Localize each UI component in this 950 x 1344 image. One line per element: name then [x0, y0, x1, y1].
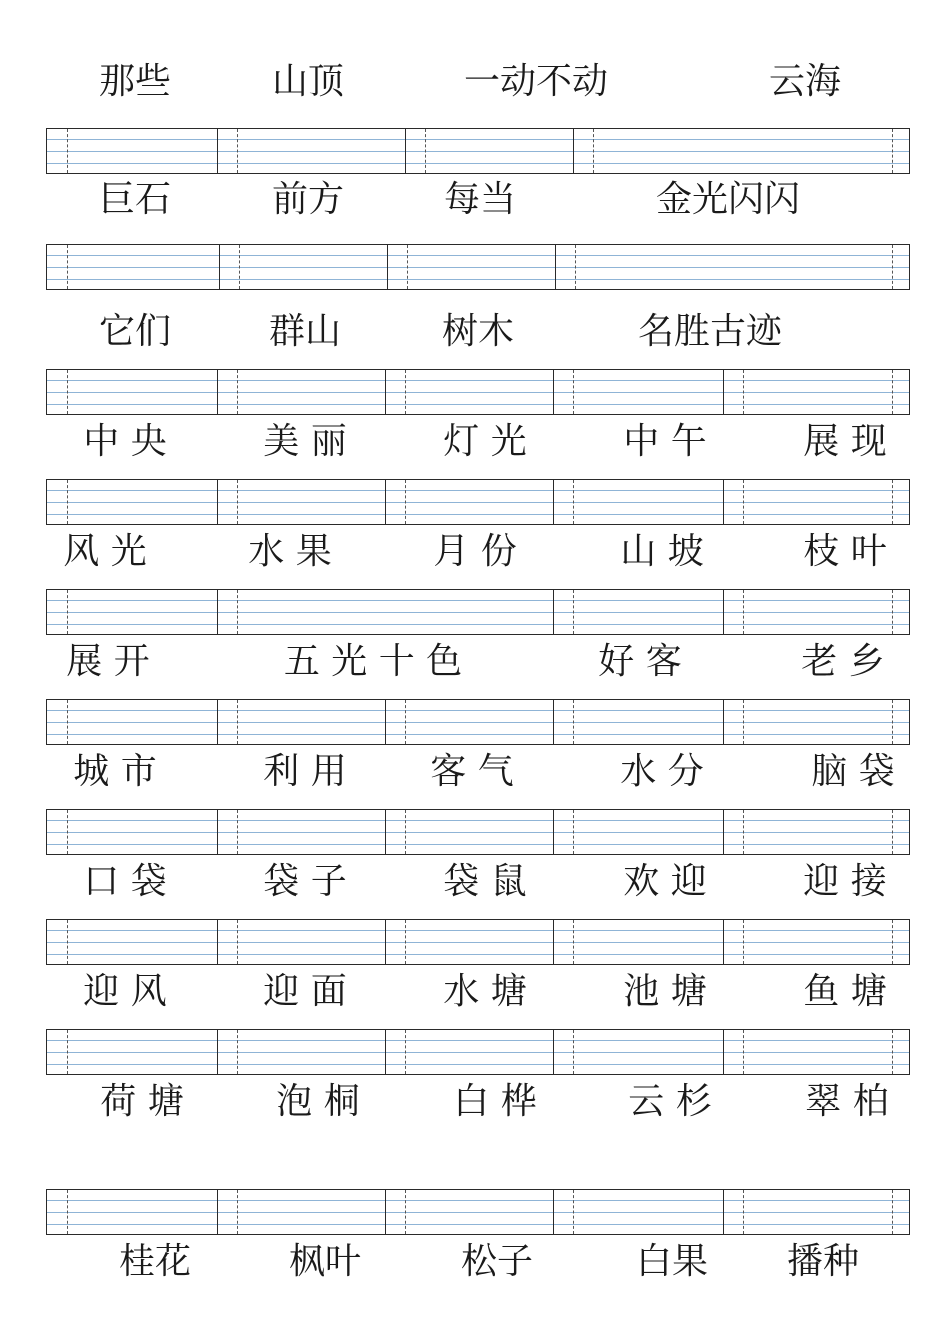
- cell-divider-dashed: [573, 480, 574, 524]
- guide-line: [47, 392, 909, 393]
- cell-divider-dashed: [743, 1190, 744, 1234]
- guide-line: [47, 942, 909, 943]
- cell-divider-dashed: [67, 700, 68, 744]
- cell-divider-dashed: [67, 810, 68, 854]
- vocab-word: 云 杉: [628, 1081, 712, 1122]
- guide-line: [47, 1064, 909, 1065]
- guide-line: [47, 820, 909, 821]
- guide-line: [47, 832, 909, 833]
- writing-grid-row[interactable]: [46, 1189, 910, 1235]
- cell-divider: [553, 920, 554, 964]
- cell-divider: [553, 370, 554, 414]
- guide-line: [47, 267, 909, 268]
- cell-divider-dashed: [405, 700, 406, 744]
- cell-divider: [385, 700, 386, 744]
- cell-divider-dashed: [573, 1030, 574, 1074]
- guide-line: [47, 255, 909, 256]
- writing-grid-row[interactable]: [46, 1029, 910, 1075]
- vocab-word: 老 乡: [801, 641, 885, 682]
- vocab-word: 池 塘: [623, 971, 707, 1012]
- cell-divider-dashed: [425, 129, 426, 173]
- vocab-word: 云海: [768, 61, 842, 102]
- cell-divider: [553, 1030, 554, 1074]
- guide-line: [47, 151, 909, 152]
- cell-divider-dashed: [237, 1030, 238, 1074]
- vocab-word: 荷 塘: [100, 1081, 184, 1122]
- cell-divider-dashed: [237, 700, 238, 744]
- cell-divider-dashed: [67, 920, 68, 964]
- vocab-word: 山顶: [271, 61, 345, 102]
- vocab-word: 鱼 塘: [803, 971, 887, 1012]
- cell-divider-dashed: [892, 590, 893, 634]
- cell-divider-dashed: [405, 370, 406, 414]
- vocab-word: 欢 迎: [623, 861, 707, 902]
- cell-divider-dashed: [573, 700, 574, 744]
- vocab-word: 袋 子: [263, 861, 347, 902]
- cell-divider-dashed: [743, 810, 744, 854]
- vocab-word: 展 现: [803, 421, 887, 462]
- vocab-word: 口 袋: [83, 861, 167, 902]
- vocab-word: 一动不动: [463, 61, 609, 102]
- cell-divider-dashed: [573, 810, 574, 854]
- cell-divider: [553, 590, 554, 634]
- vocab-word: 群山: [268, 311, 342, 352]
- cell-divider-dashed: [237, 480, 238, 524]
- guide-line: [47, 490, 909, 491]
- vocab-word: 白果: [635, 1241, 709, 1282]
- vocab-word: 迎 接: [803, 861, 887, 902]
- cell-divider-dashed: [593, 129, 594, 173]
- cell-divider-dashed: [743, 480, 744, 524]
- guide-line: [47, 600, 909, 601]
- cell-divider-dashed: [892, 1190, 893, 1234]
- cell-divider-dashed: [743, 920, 744, 964]
- cell-divider: [723, 480, 724, 524]
- vocab-word: 巨石: [98, 179, 172, 220]
- cell-divider-dashed: [405, 480, 406, 524]
- cell-divider-dashed: [892, 920, 893, 964]
- cell-divider-dashed: [573, 370, 574, 414]
- cell-divider: [217, 1190, 218, 1234]
- guide-line: [47, 279, 909, 280]
- vocab-word: 迎 面: [263, 971, 347, 1012]
- vocab-word: 灯 光: [443, 421, 527, 462]
- vocab-word: 桂花: [118, 1241, 192, 1282]
- vocab-word: 山 坡: [620, 531, 704, 572]
- cell-divider: [217, 480, 218, 524]
- cell-divider: [217, 920, 218, 964]
- cell-divider: [217, 1030, 218, 1074]
- cell-divider: [553, 810, 554, 854]
- cell-divider-dashed: [405, 1030, 406, 1074]
- cell-divider: [219, 245, 220, 289]
- guide-line: [47, 514, 909, 515]
- cell-divider: [555, 245, 556, 289]
- writing-grid-row[interactable]: [46, 128, 910, 174]
- cell-divider: [723, 1030, 724, 1074]
- cell-divider-dashed: [239, 245, 240, 289]
- vocab-word: 水 塘: [443, 971, 527, 1012]
- writing-grid-row[interactable]: [46, 919, 910, 965]
- cell-divider-dashed: [407, 245, 408, 289]
- guide-line: [47, 380, 909, 381]
- guide-line: [47, 612, 909, 613]
- vocab-word: 展 开: [66, 641, 150, 682]
- guide-line: [47, 1052, 909, 1053]
- cell-divider: [385, 480, 386, 524]
- vocab-word: 五 光 十 色: [283, 641, 463, 682]
- cell-divider-dashed: [743, 590, 744, 634]
- guide-line: [47, 163, 909, 164]
- vocab-word: 树木: [441, 311, 515, 352]
- vocab-word: 前方: [271, 179, 345, 220]
- cell-divider-dashed: [892, 245, 893, 289]
- guide-line: [47, 930, 909, 931]
- cell-divider: [723, 370, 724, 414]
- cell-divider-dashed: [67, 1030, 68, 1074]
- cell-divider-dashed: [237, 370, 238, 414]
- cell-divider: [217, 700, 218, 744]
- vocab-word: 那些: [98, 61, 172, 102]
- cell-divider: [385, 810, 386, 854]
- cell-divider-dashed: [892, 480, 893, 524]
- cell-divider-dashed: [67, 480, 68, 524]
- cell-divider: [723, 590, 724, 634]
- vocab-word: 城 市: [73, 751, 157, 792]
- cell-divider: [385, 370, 386, 414]
- cell-divider-dashed: [67, 590, 68, 634]
- cell-divider-dashed: [892, 129, 893, 173]
- cell-divider: [553, 700, 554, 744]
- cell-divider-dashed: [573, 920, 574, 964]
- vocab-word: 枫叶: [288, 1241, 362, 1282]
- cell-divider: [387, 245, 388, 289]
- guide-line: [47, 624, 909, 625]
- vocab-word: 客 气: [430, 751, 514, 792]
- cell-divider: [385, 920, 386, 964]
- guide-line: [47, 502, 909, 503]
- cell-divider: [217, 590, 218, 634]
- vocab-word: 水 分: [620, 751, 704, 792]
- vocab-word: 枝 叶: [803, 531, 887, 572]
- cell-divider-dashed: [573, 1190, 574, 1234]
- cell-divider: [723, 920, 724, 964]
- cell-divider: [573, 129, 574, 173]
- vocab-word: 名胜古迹: [637, 311, 783, 352]
- cell-divider-dashed: [743, 370, 744, 414]
- guide-line: [47, 404, 909, 405]
- cell-divider: [385, 1190, 386, 1234]
- vocab-word: 白 桦: [453, 1081, 537, 1122]
- guide-line: [47, 139, 909, 140]
- cell-divider-dashed: [892, 700, 893, 744]
- cell-divider-dashed: [892, 1030, 893, 1074]
- cell-divider-dashed: [237, 129, 238, 173]
- vocab-word: 袋 鼠: [443, 861, 527, 902]
- writing-grid-row[interactable]: [46, 699, 910, 745]
- vocab-word: 金光闪闪: [655, 179, 801, 220]
- guide-line: [47, 1212, 909, 1213]
- guide-line: [47, 1040, 909, 1041]
- cell-divider-dashed: [405, 920, 406, 964]
- cell-divider: [385, 1030, 386, 1074]
- cell-divider: [723, 700, 724, 744]
- cell-divider-dashed: [237, 590, 238, 634]
- vocab-word: 松子: [460, 1241, 534, 1282]
- cell-divider-dashed: [743, 1030, 744, 1074]
- guide-line: [47, 1224, 909, 1225]
- cell-divider-dashed: [573, 590, 574, 634]
- guide-line: [47, 1200, 909, 1201]
- cell-divider-dashed: [892, 370, 893, 414]
- vocab-word: 它们: [98, 311, 172, 352]
- cell-divider-dashed: [575, 245, 576, 289]
- vocab-word: 翠 柏: [805, 1081, 889, 1122]
- vocab-word: 月 份: [433, 531, 517, 572]
- cell-divider-dashed: [67, 370, 68, 414]
- cell-divider: [405, 129, 406, 173]
- vocab-word: 泡 桐: [276, 1081, 360, 1122]
- cell-divider: [553, 480, 554, 524]
- vocab-word: 水 果: [248, 531, 332, 572]
- guide-line: [47, 722, 909, 723]
- cell-divider-dashed: [67, 1190, 68, 1234]
- writing-grid-row[interactable]: [46, 589, 910, 635]
- vocab-word: 中 午: [623, 421, 707, 462]
- vocab-word: 每当: [443, 179, 517, 220]
- writing-grid-row[interactable]: [46, 809, 910, 855]
- guide-line: [47, 734, 909, 735]
- cell-divider-dashed: [405, 810, 406, 854]
- cell-divider: [723, 1190, 724, 1234]
- cell-divider-dashed: [892, 810, 893, 854]
- cell-divider-dashed: [237, 920, 238, 964]
- cell-divider-dashed: [67, 129, 68, 173]
- vocab-word: 播种: [786, 1241, 860, 1282]
- cell-divider: [723, 810, 724, 854]
- vocab-word: 中 央: [83, 421, 167, 462]
- cell-divider-dashed: [237, 810, 238, 854]
- vocab-word: 迎 风: [83, 971, 167, 1012]
- vocab-word: 脑 袋: [811, 751, 895, 792]
- guide-line: [47, 954, 909, 955]
- cell-divider: [217, 129, 218, 173]
- vocab-word: 好 客: [598, 641, 682, 682]
- writing-grid-row[interactable]: [46, 479, 910, 525]
- cell-divider: [217, 370, 218, 414]
- guide-line: [47, 844, 909, 845]
- writing-grid-row[interactable]: [46, 244, 910, 290]
- vocab-word: 风 光: [63, 531, 147, 572]
- cell-divider-dashed: [743, 700, 744, 744]
- writing-grid-row[interactable]: [46, 369, 910, 415]
- cell-divider-dashed: [237, 1190, 238, 1234]
- vocab-word: 利 用: [263, 751, 347, 792]
- cell-divider-dashed: [405, 1190, 406, 1234]
- vocab-word: 美 丽: [263, 421, 347, 462]
- guide-line: [47, 710, 909, 711]
- cell-divider: [217, 810, 218, 854]
- cell-divider: [553, 1190, 554, 1234]
- cell-divider-dashed: [67, 245, 68, 289]
